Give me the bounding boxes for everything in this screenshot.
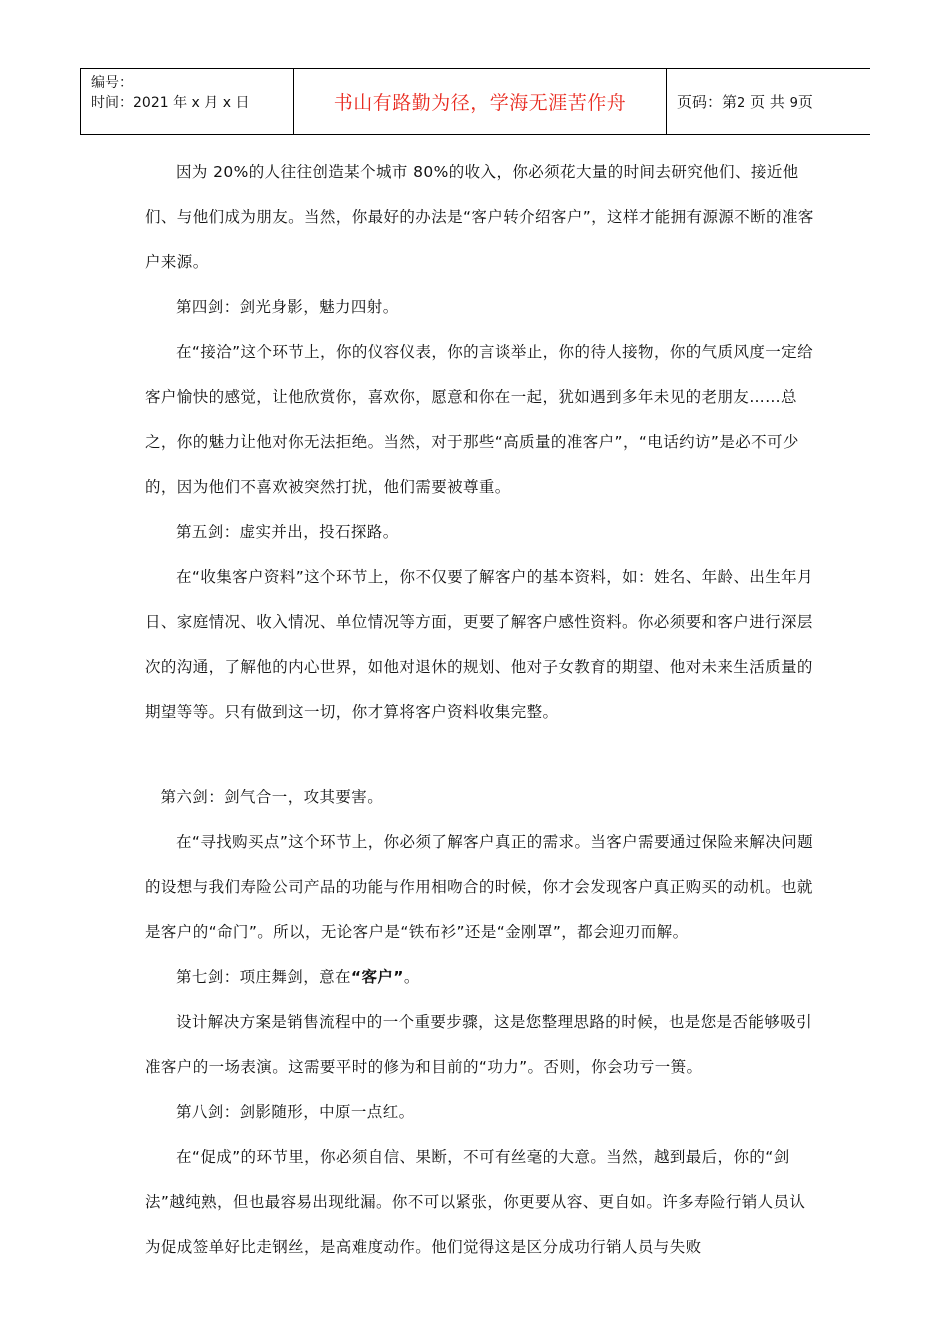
page-prefix: 页码：第 bbox=[677, 93, 738, 111]
page-suffix: 页 bbox=[797, 93, 813, 111]
document-date: 时间：2021 年 x 月 x 日 bbox=[91, 95, 250, 111]
heading-7-suffix: 。 bbox=[403, 968, 420, 986]
heading-7-prefix: 第七剑：项庄舞剑，意在 bbox=[176, 968, 351, 986]
header-meta-cell bbox=[81, 69, 294, 135]
section-heading-6: 第六剑：剑气合一，攻其要害。 bbox=[160, 788, 384, 806]
paragraph: 在“寻找购买点”这个环节上，你必须了解客户真正的需求。当客户需要通过保险来解决问题的设想与我们寿险公司产品的功能与作用相吻合的时候，你才会发现客户真正购买的动机。也就是客户的“命门”。所以，无论客户是“铁布衫”还是“金刚罩”，都会迎刃而解。 bbox=[145, 833, 813, 941]
document-header bbox=[80, 68, 870, 135]
page-mid: 页 共 bbox=[750, 93, 785, 111]
paragraph: 设计解决方案是销售流程中的一个重要步骤，这是您整理思路的时候，也是您是否能够吸引准客户的一场表演。这需要平时的修为和目前的“功力”。否则，你会功亏一篑。 bbox=[145, 1013, 813, 1076]
section-heading-4: 第四剑：剑光身影，魅力四射。 bbox=[176, 298, 399, 316]
page-total: 9 bbox=[789, 96, 798, 111]
page-current: 2 bbox=[737, 96, 746, 111]
section-heading-7 bbox=[145, 955, 815, 1000]
heading-7-bold: “客户” bbox=[350, 968, 404, 986]
document-number-label: 编号： bbox=[91, 75, 133, 91]
spacer bbox=[145, 735, 815, 775]
paragraph: 在“收集客户资料”这个环节上，你不仅要了解客户的基本资料，如：姓名、年龄、出生年月日、家庭情况、收入情况、单位情况等方面，更要了解客户感性资料。你必须要和客户进行深层次的沟通，了解他的内心世界，如他对退休的规划、他对子女教育的期望、他对未来生活质量的期望等等。只有做到这一切，你才算将客户资料收集完整。 bbox=[145, 568, 813, 721]
header-motto: 书山有路勤为径，学海无涯苦作舟 bbox=[333, 92, 627, 114]
paragraph: 在“接洽”这个环节上，你的仪容仪表，你的言谈举止，你的待人接物，你的气质风度一定给客户愉快的感觉，让他欣赏你，喜欢你，愿意和你在一起，犹如遇到多年未见的老朋友……总之，你的魅力让他对你无法拒绝。当然，对于那些“高质量的准客户”，“电话约访”是必不可少的，因为他们不喜欢被突然打扰，他们需要被尊重。 bbox=[145, 343, 813, 496]
section-heading-8: 第八剑：剑影随形，中原一点红。 bbox=[176, 1103, 415, 1121]
paragraph: 在“促成”的环节里，你必须自信、果断，不可有丝毫的大意。当然，越到最后，你的“剑法”越纯熟，但也最容易出现纰漏。你不可以紧张，你更要从容、更自如。许多寿险行销人员认为促成签单好比走钢丝，是高难度动作。他们觉得这是区分成功行销人员与失败 bbox=[145, 1148, 806, 1256]
document-body bbox=[145, 150, 815, 1270]
header-motto-cell bbox=[294, 69, 667, 135]
section-heading-5: 第五剑：虚实并出，投石探路。 bbox=[176, 523, 399, 541]
paragraph: 因为 20%的人往往创造某个城市 80%的收入，你必须花大量的时间去研究他们、接近他们、与他们成为朋友。当然，你最好的办法是“客户转介绍客户”，这样才能拥有源源不断的准客户来源。 bbox=[145, 163, 814, 271]
header-page-cell bbox=[667, 69, 871, 135]
